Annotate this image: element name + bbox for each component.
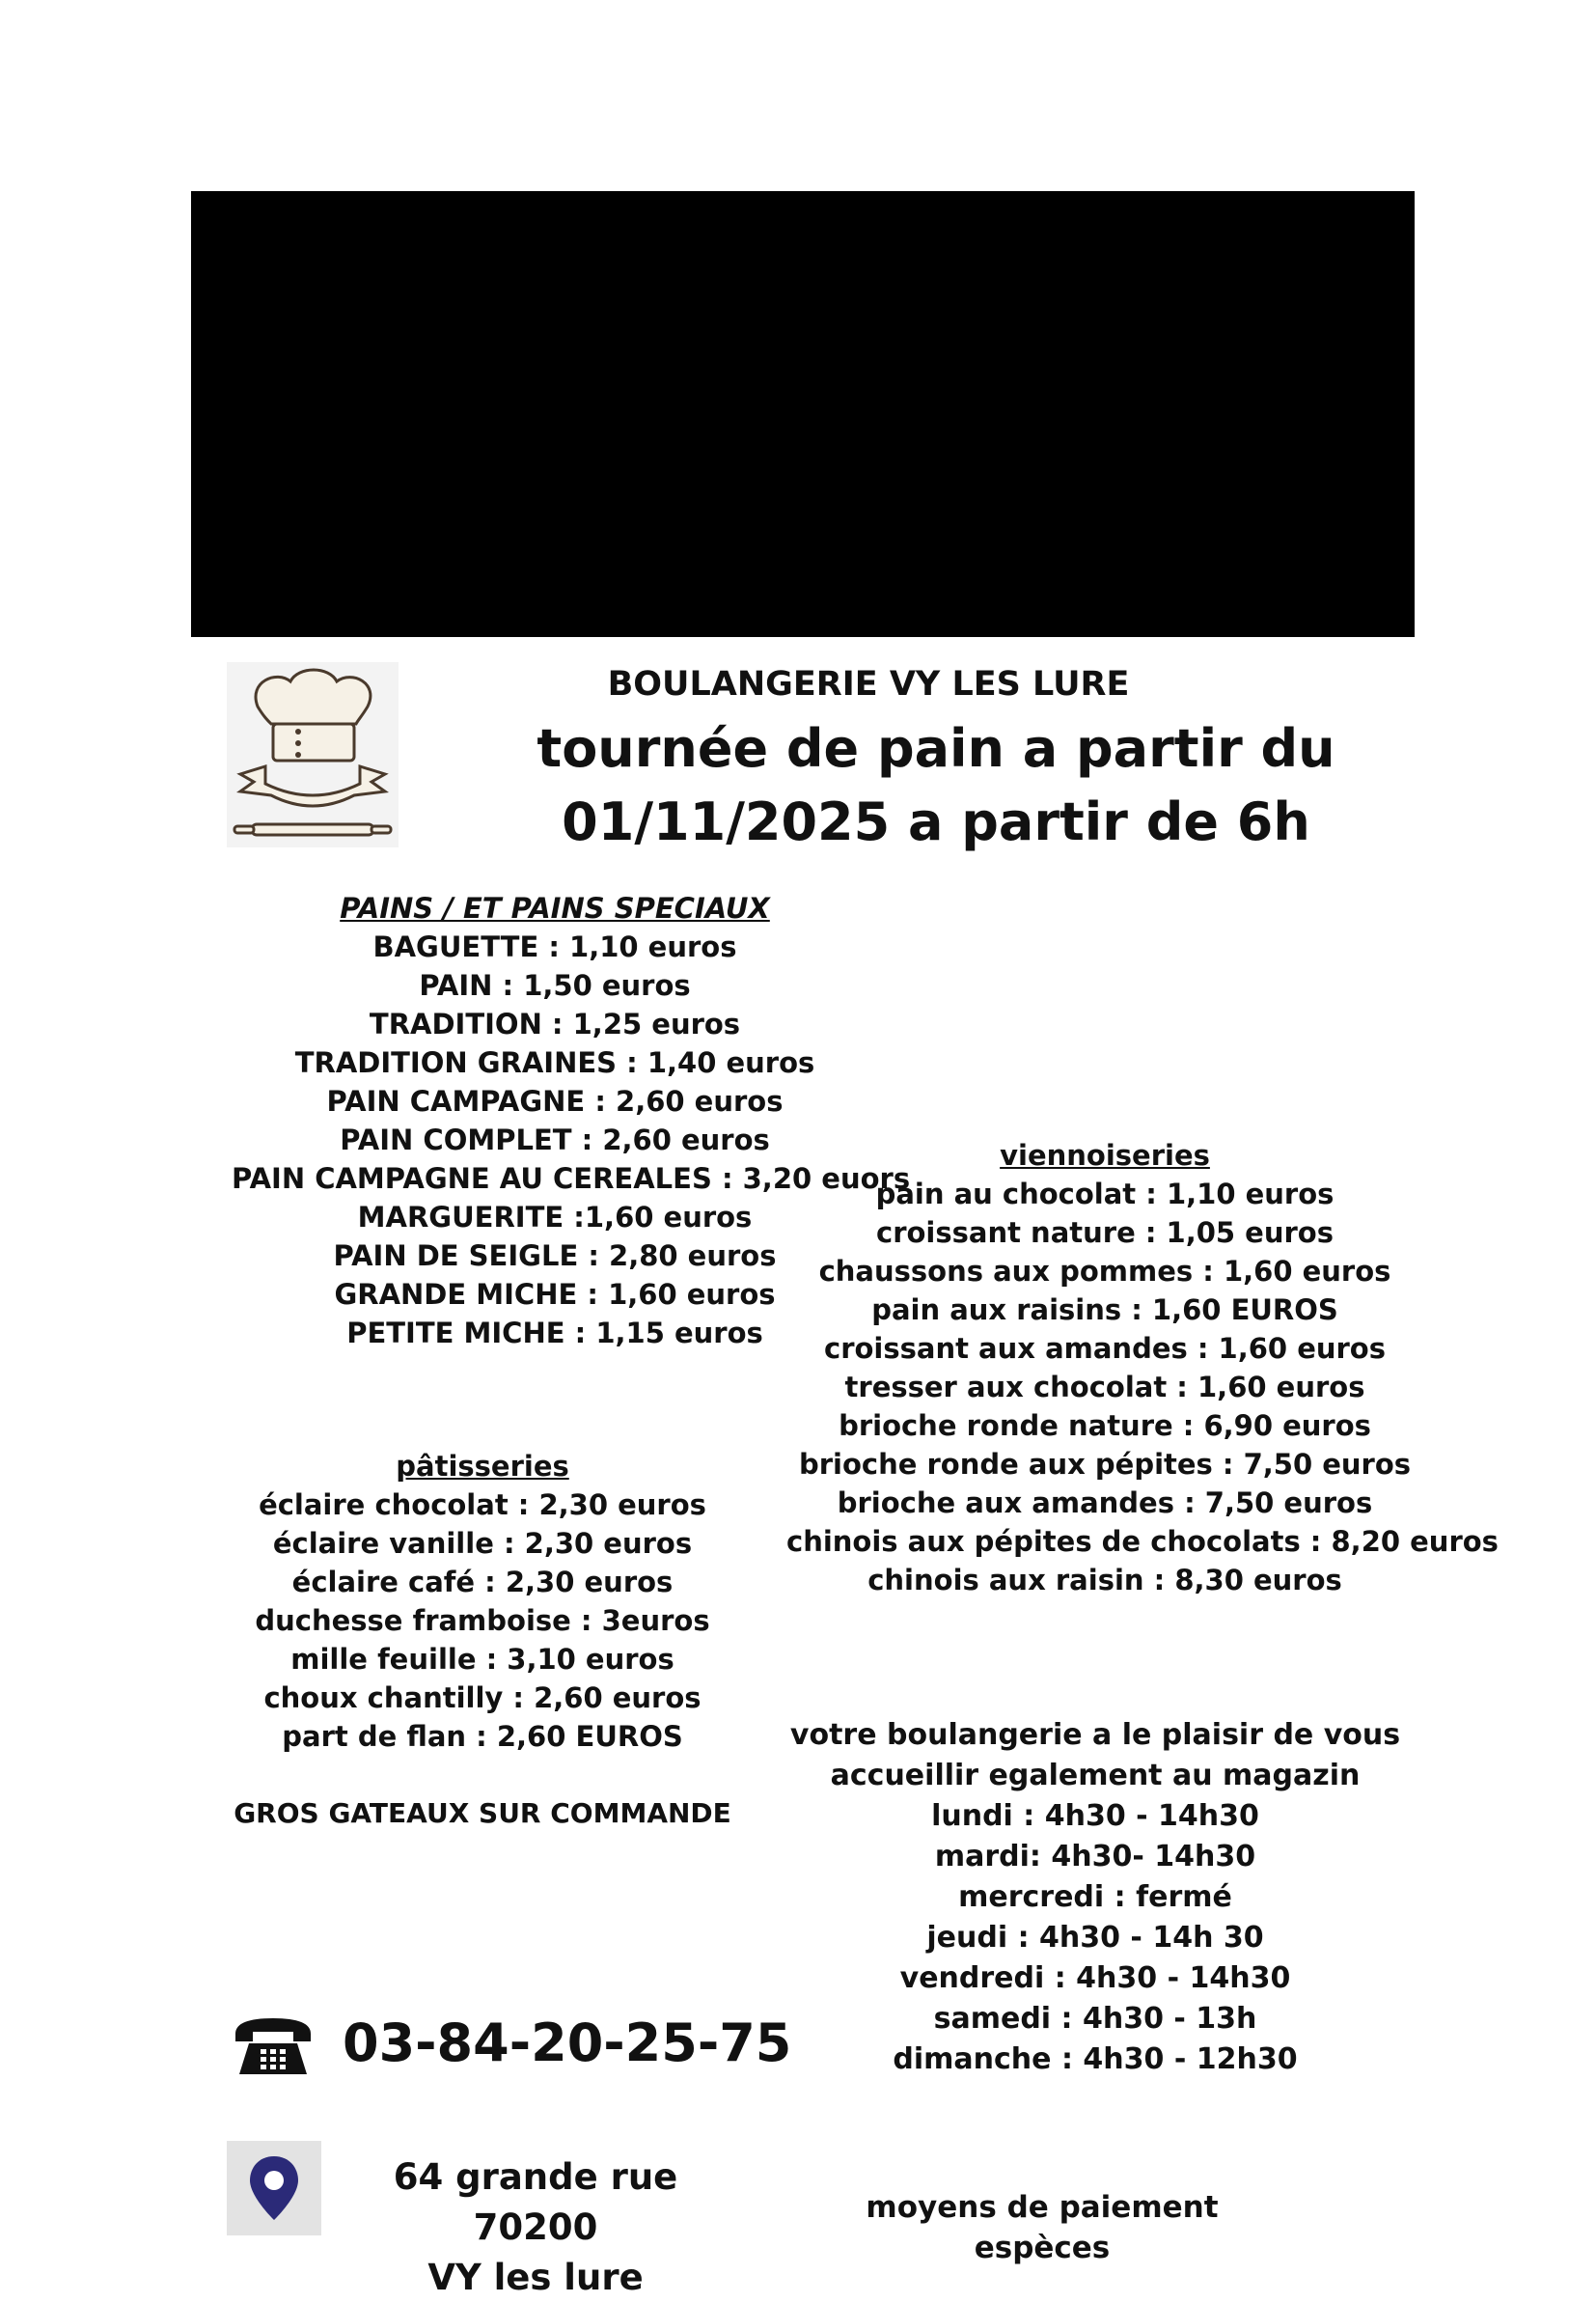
- shop-intro-line-1: votre boulangerie a le plaisir de vous: [789, 1718, 1401, 1752]
- viennoiseries-heading: viennoiseries: [1000, 1139, 1210, 1172]
- price-item: TRADITION : 1,25 euros: [369, 1008, 741, 1041]
- price-item: pain au chocolat : 1,10 euros: [875, 1178, 1335, 1210]
- price-item: BAGUETTE : 1,10 euros: [372, 930, 737, 963]
- patisseries-heading: pâtisseries: [396, 1450, 569, 1483]
- price-item: brioche aux amandes : 7,50 euros: [837, 1486, 1373, 1519]
- price-item: brioche ronde nature : 6,90 euros: [839, 1409, 1371, 1442]
- chef-hat-icon: [227, 662, 399, 847]
- price-item: PAIN DE SEIGLE : 2,80 euros: [333, 1239, 777, 1272]
- location-pin-icon: [227, 2141, 321, 2235]
- opening-hours-section: [786, 1715, 1404, 2080]
- hours-row: lundi : 4h30 - 14h30: [931, 1799, 1259, 1833]
- order-notice: GROS GATEAUX SUR COMMANDE: [234, 1797, 731, 1829]
- shop-name: BOULANGERIE VY LES LURE: [607, 665, 1130, 704]
- patisseries-section: [241, 1447, 724, 1756]
- price-item: croissant aux amandes : 1,60 euros: [824, 1332, 1386, 1365]
- redacted-banner: [191, 191, 1415, 637]
- phone-number[interactable]: 03-84-20-25-75: [343, 2012, 792, 2073]
- price-item: pain aux raisins : 1,60 EUROS: [871, 1293, 1338, 1326]
- hours-row: vendredi : 4h30 - 14h30: [899, 1961, 1291, 1995]
- price-item: duchesse framboise : 3euros: [255, 1604, 710, 1637]
- address-line-1: 64 grande rue 70200: [393, 2156, 678, 2248]
- price-item: MARGUERITE :1,60 euros: [357, 1201, 753, 1234]
- payment-section: [849, 2187, 1235, 2268]
- price-item: chaussons aux pommes : 1,60 euros: [818, 1255, 1391, 1288]
- address-line-2: VY les lure: [427, 2257, 644, 2298]
- price-item: tresser aux chocolat : 1,60 euros: [844, 1371, 1365, 1403]
- page-title: [502, 712, 1370, 859]
- price-item: éclaire vanille : 2,30 euros: [272, 1527, 693, 1560]
- price-item: GRANDE MICHE : 1,60 euros: [334, 1278, 776, 1311]
- price-item: croissant nature : 1,05 euros: [876, 1216, 1334, 1249]
- price-item: brioche ronde aux pépites : 7,50 euros: [798, 1448, 1412, 1481]
- price-item: PAIN CAMPAGNE : 2,60 euros: [326, 1085, 784, 1118]
- title-line-2: 01/11/2025 a partir de 6h: [562, 791, 1310, 852]
- payment-method: espèces: [974, 2231, 1111, 2265]
- title-line-1: tournée de pain a partir du: [537, 718, 1335, 779]
- price-item: choux chantilly : 2,60 euros: [263, 1681, 702, 1714]
- pains-heading: PAINS / ET PAINS SPECIAUX: [340, 892, 770, 925]
- viennoiseries-section: [786, 1136, 1499, 1599]
- price-item: PAIN CAMPAGNE AU CEREALES : 3,20 euors: [232, 1162, 911, 1195]
- bakery-logo: [227, 662, 399, 847]
- payment-heading: moyens de paiement: [866, 2190, 1219, 2225]
- pains-section: [232, 889, 911, 1352]
- price-item: part de flan : 2,60 EUROS: [282, 1720, 683, 1753]
- price-item: éclaire café : 2,30 euros: [291, 1566, 674, 1598]
- hours-row: samedi : 4h30 - 13h: [933, 2002, 1257, 2036]
- price-item: PETITE MICHE : 1,15 euros: [346, 1317, 763, 1349]
- price-item: chinois aux raisin : 8,30 euros: [867, 1564, 1342, 1596]
- price-item: chinois aux pépites de chocolats : 8,20 euros: [786, 1525, 1499, 1558]
- price-item: PAIN COMPLET : 2,60 euros: [340, 1124, 770, 1156]
- address: [333, 2152, 738, 2303]
- price-item: éclaire chocolat : 2,30 euros: [259, 1488, 706, 1521]
- hours-row: mercredi : fermé: [958, 1880, 1232, 1914]
- hours-row: jeudi : 4h30 - 14h 30: [926, 1921, 1264, 1955]
- price-item: mille feuille : 3,10 euros: [290, 1643, 674, 1676]
- telephone-icon: [232, 2012, 315, 2080]
- shop-intro-line-2: accueillir egalement au magazin: [830, 1759, 1361, 1792]
- hours-row: dimanche : 4h30 - 12h30: [893, 2042, 1298, 2076]
- hours-row: mardi: 4h30- 14h30: [934, 1840, 1256, 1873]
- price-item: PAIN : 1,50 euros: [419, 969, 691, 1002]
- price-item: TRADITION GRAINES : 1,40 euros: [294, 1046, 815, 1079]
